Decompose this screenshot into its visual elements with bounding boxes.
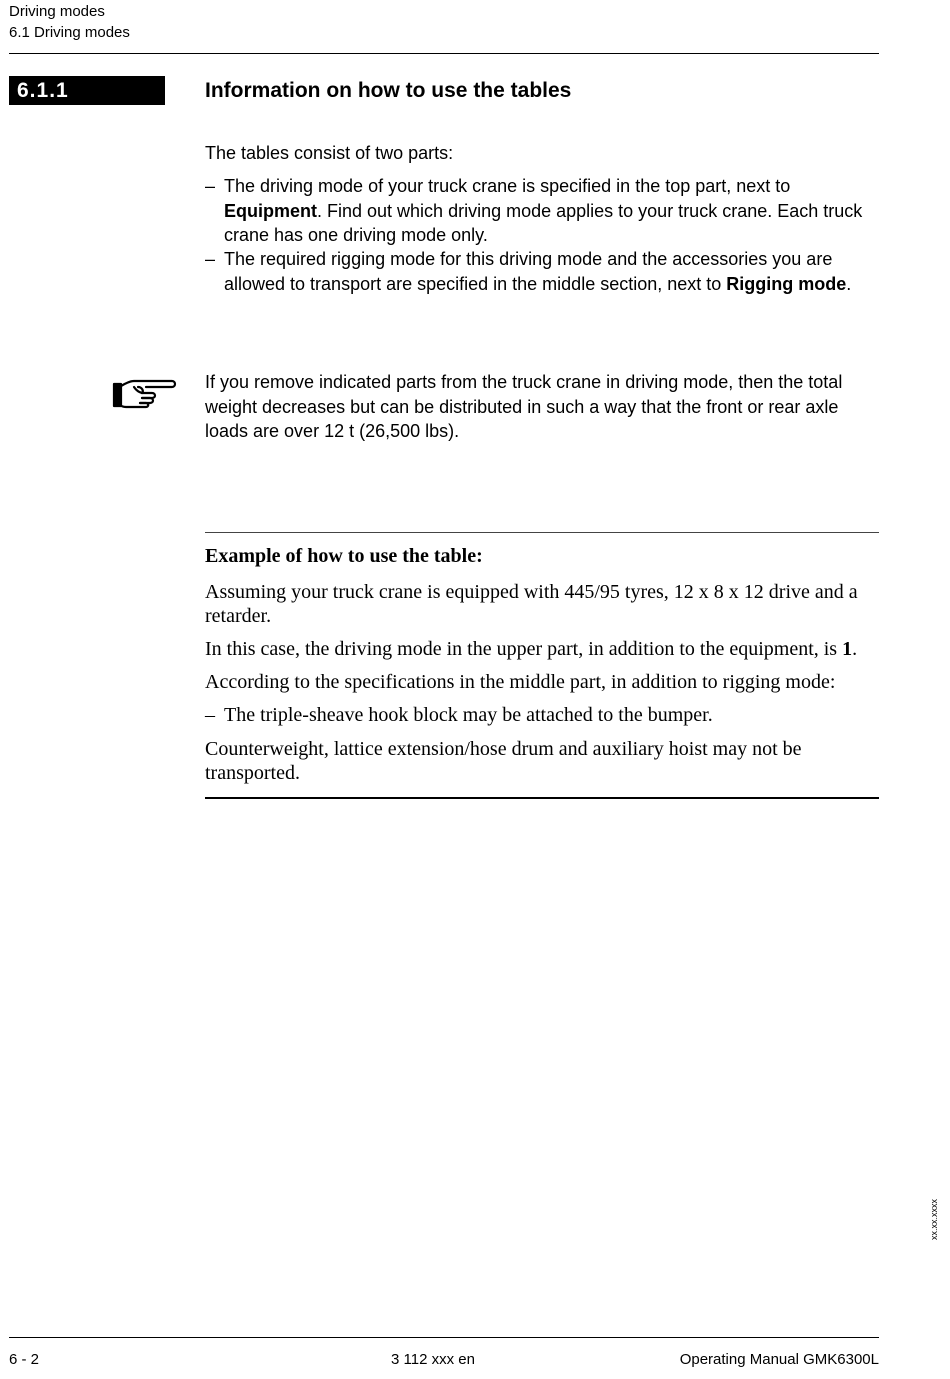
example-top-divider <box>205 532 879 533</box>
list-dash: – <box>205 704 215 726</box>
footer-document-number: 3 112 xxx en <box>391 1351 475 1368</box>
list-item-text: The driving mode of your truck crane is specified in the top part, next to Equipment. Find out which driving mode applies to your truck crane. Each truck crane has one driving mode only. <box>224 176 863 245</box>
example-paragraph: According to the specifications in the middle part, in addition to rigging mode: <box>205 671 836 693</box>
example-paragraph: Counterweight, lattice extension/hose drum and auxiliary hoist may not be transported. <box>205 738 802 784</box>
note-text: If you remove indicated parts from the truck crane in driving mode, then the total weight decreases but can be distributed in such a way that the front or rear axle loads are over 12 t (26,500 lbs). <box>205 372 843 441</box>
pointing-hand-icon <box>112 375 178 411</box>
footer-manual-title: Operating Manual GMK6300L <box>679 1351 879 1368</box>
bold-term: Equipment <box>224 200 317 221</box>
header-chapter: Driving modes <box>9 3 105 20</box>
header-section: 6.1 Driving modes <box>9 24 130 41</box>
list-item <box>205 247 880 296</box>
header-divider <box>9 53 879 54</box>
list-dash: – <box>205 176 216 196</box>
example-paragraph: In this case, the driving mode in the upper part, in addition to the equipment, is 1. <box>205 638 858 660</box>
example-paragraph: Assuming your truck crane is equipped with 445/95 tyres, 12 x 8 x 12 drive and a retarder. <box>205 581 858 627</box>
example-heading: Example of how to use the table: <box>205 545 483 567</box>
example-bottom-divider <box>205 797 879 799</box>
bold-term: Rigging mode <box>726 273 847 294</box>
driving-mode-number: 1 <box>842 638 853 660</box>
footer-page-number: 6 - 2 <box>9 1351 40 1368</box>
footer-divider <box>9 1337 879 1338</box>
section-title: Information on how to use the tables <box>205 79 572 102</box>
example-list-item-text: The triple-sheave hook block may be attached to the bumper. <box>224 704 713 726</box>
example-list-item <box>205 703 880 727</box>
list-item-text: The required rigging mode for this driving mode and the accessories you are allowed to transport are specified in the middle section, next to Rigging mode. <box>224 249 852 294</box>
list-dash: – <box>205 249 216 269</box>
side-code: xx.xx.xxxx <box>929 1198 939 1240</box>
list-item <box>205 174 880 248</box>
section-number: 6.1.1 <box>9 76 165 105</box>
intro-text: The tables consist of two parts: <box>205 143 454 163</box>
